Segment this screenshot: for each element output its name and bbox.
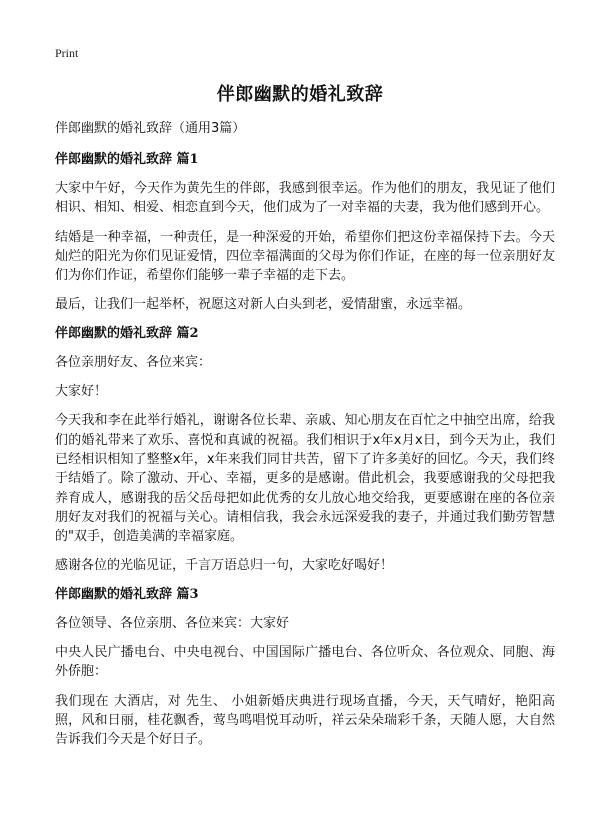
paragraph: 最后，让我们一起举杯，祝愿这对新人白头到老，爱情甜蜜，永远幸福。 xyxy=(55,297,472,313)
section-heading: 伴郎幽默的婚礼致辞 篇1 xyxy=(55,152,199,167)
paragraph: 各位亲朋好友、各位来宾： xyxy=(55,354,212,370)
page-title: 伴郎幽默的婚礼致辞 xyxy=(216,84,384,105)
section-3 xyxy=(55,586,555,750)
paragraph: 结婚是一种幸福，一种责任，是一种深爱的开始，希望你们把这份幸福保持下去。今天灿烂的阳光为你们见证爱情，四位幸福满面的父母为你们作证，在座的每一位亲朋好友们为你们作证，希望你们能够一辈子幸福的走下去。 xyxy=(55,229,555,284)
paragraph: 各位领导、各位亲朋、各位来宾：大家好 xyxy=(55,615,290,631)
section-heading: 伴郎幽默的婚礼致辞 篇3 xyxy=(55,586,199,602)
print-link[interactable]: Print xyxy=(55,46,79,60)
section-1 xyxy=(55,151,555,315)
paragraph: 感谢各位的光临见证，千言万语总归一句，大家吃好喝好！ xyxy=(55,558,394,574)
paragraph: 我们现在 大酒店，对 先生、 小姐新婚庆典进行现场直播，今天，天气晴好，艳阳高照，风和日丽，桂花飘香，莺鸟鸣唱悦耳动听，祥云朵朵瑞彩千条，天随人愿，大自然告诉我们今天是个好日子。 xyxy=(55,693,555,748)
paragraph: 大家好！ xyxy=(55,384,108,400)
paragraph: 今天我和李在此举行婚礼，谢谢各位长辈、亲戚、知心朋友在百忙之中抽空出席，给我们的婚礼带来了欢乐、喜悦和真诚的祝福。我们相识于x年x月x日，到今天为止，我们已经相识相知了整整x年，x年来我们同甘共苦，留下了许多美好的回忆。今天，我们终于结婚了。除了激动、开心、幸福，更多的是感谢。借此机会，我要感谢我的父母把我养育成人，感谢我的岳父岳母把如此优秀的女儿放心地交给我，更要感谢在座的各位亲朋好友对我们的祝福与关心。请相信我，我会永远深爱我的妻子，并通过我们勤劳智慧的"双手，创造美满的幸福家庭。 xyxy=(55,413,555,545)
document-body xyxy=(55,120,555,760)
section-heading: 伴郎幽默的婚礼致辞 篇2 xyxy=(55,325,199,341)
section-2 xyxy=(55,325,555,576)
document-subtitle: 伴郎幽默的婚礼致辞（通用3篇） xyxy=(55,121,246,136)
paragraph: 中央人民广播电台、中央电视台、中国国际广播电台、各位听众、各位观众、同胞、海外侨胞： xyxy=(55,645,555,680)
paragraph: 大家中午好，今天作为黄先生的伴郎，我感到很幸运。作为他们的朋友，我见证了他们相识、相知、相爱、相恋直到今天，他们成为了一对幸福的夫妻，我为他们感到开心。 xyxy=(55,181,555,216)
